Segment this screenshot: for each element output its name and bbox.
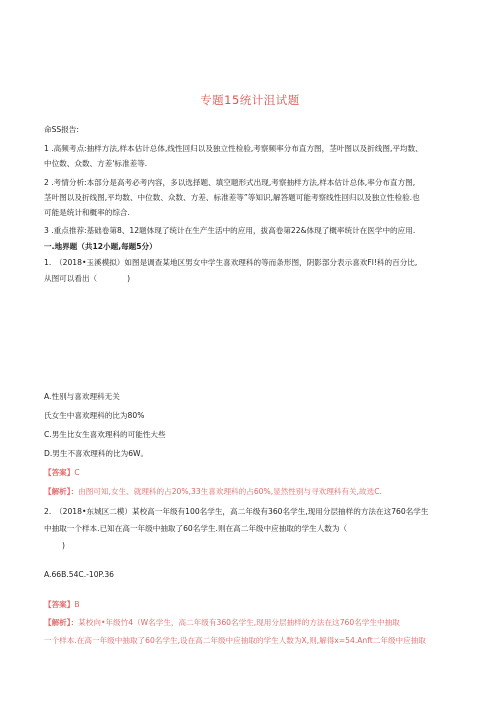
analysis-text: 由图可知,女生、就理科的占20%,33生喜欢理科的占60%,显然性别与寻欢理科有关,故选C. — [78, 487, 382, 496]
answer-value: B — [74, 600, 80, 609]
answer-label: 【答案】 — [44, 468, 75, 477]
q1-option-c: C.男生比女生喜欢理科的可能性大些 — [44, 430, 166, 439]
intro-line-1: 1 .高频考点:抽样方法,样本估计总体,线性回归以及独立性检验,考察频率分布直方图，茎叶图以及折线图,平均数、 — [44, 144, 423, 153]
q1-option-a: A.性别与喜欢理科无关 — [44, 392, 120, 401]
q2-options: A.66B.54C.-10P.36 — [44, 570, 115, 579]
intro-line-4: 茎叶图以及折线图,平均数、中位数、众数、方差、标准差等”等知识,解答题可能考察线性回归以及独立性检验.也 — [44, 193, 420, 202]
report-header: 命SS报告: — [44, 125, 79, 134]
answer-value: C — [74, 468, 80, 477]
intro-line-2: 中位数、众数、方差'标准差等. — [44, 159, 148, 168]
doc-title: 专题15统计沮试题 — [200, 93, 300, 107]
analysis-text: 某校向•年级竹4（W名学生，高二年级有360名学生,现用分层抽样的方法在这760名学生中抽取 — [78, 618, 400, 627]
q2-stem-line-2: 中抽取一个样本.已知在高一年级中抽取了60名学生.则在高二年级中应抽取的学生人数为（ — [44, 524, 348, 533]
q2-analysis-line-2: 一个样本.在高一年级中抽取了60名学生,设在高二年级中应抽取的学生人数为X,则,解得x=54.Anft二年级中应抽取 — [44, 636, 426, 645]
close-paren: ) — [127, 274, 131, 283]
section-heading: 一.地界题（共12小题,每题5分） — [44, 242, 157, 251]
q1-answer — [44, 467, 464, 478]
q1-stem-line-1: 1. （2018•玉溪模拟）如图是调查某地区男女中学生喜欢理科的等而条形图，阴影部分表示喜欢Fl!科的百分比, — [44, 258, 418, 267]
q1-option-b: 氏女生中喜欢理科的比为80% — [44, 411, 145, 420]
q1-analysis — [44, 486, 464, 497]
analysis-label: 【解析】： — [44, 618, 79, 627]
q2-answer — [44, 599, 464, 610]
answer-label: 【答案】 — [44, 600, 75, 609]
intro-line-5: 可能是统计和概率的综合. — [44, 208, 130, 217]
q1-stem-text: 从图可以看出（ — [44, 274, 98, 283]
q1-stem-line-2 — [44, 273, 464, 284]
q1-option-d: D.男生不喜欢理科的比为6W。 — [44, 449, 149, 458]
figure-placeholder — [44, 292, 464, 382]
intro-line-6: 3 .重点推荐:基础卷第8、12题体现了统计在生产生活中的应用，拔高卷第22&体现了概率统计在医学中的应用. — [44, 226, 416, 235]
q2-stem-line-1: 2. （2018•东城区二模）某校高一年级有100名学生，高二年级有360名学生,现用分层抽样的方法在这760名学生 — [44, 507, 429, 516]
intro-line-3: 2 .考情分析:本部分是高考必考内容，多以选择题、填空题形式出现,考察抽样方法,样本估计总体,率分布直方图, — [44, 178, 416, 187]
q2-stem-line-3: ) — [62, 541, 65, 550]
q2-analysis-line-1 — [44, 617, 464, 628]
analysis-label: 【解析】： — [44, 487, 79, 496]
